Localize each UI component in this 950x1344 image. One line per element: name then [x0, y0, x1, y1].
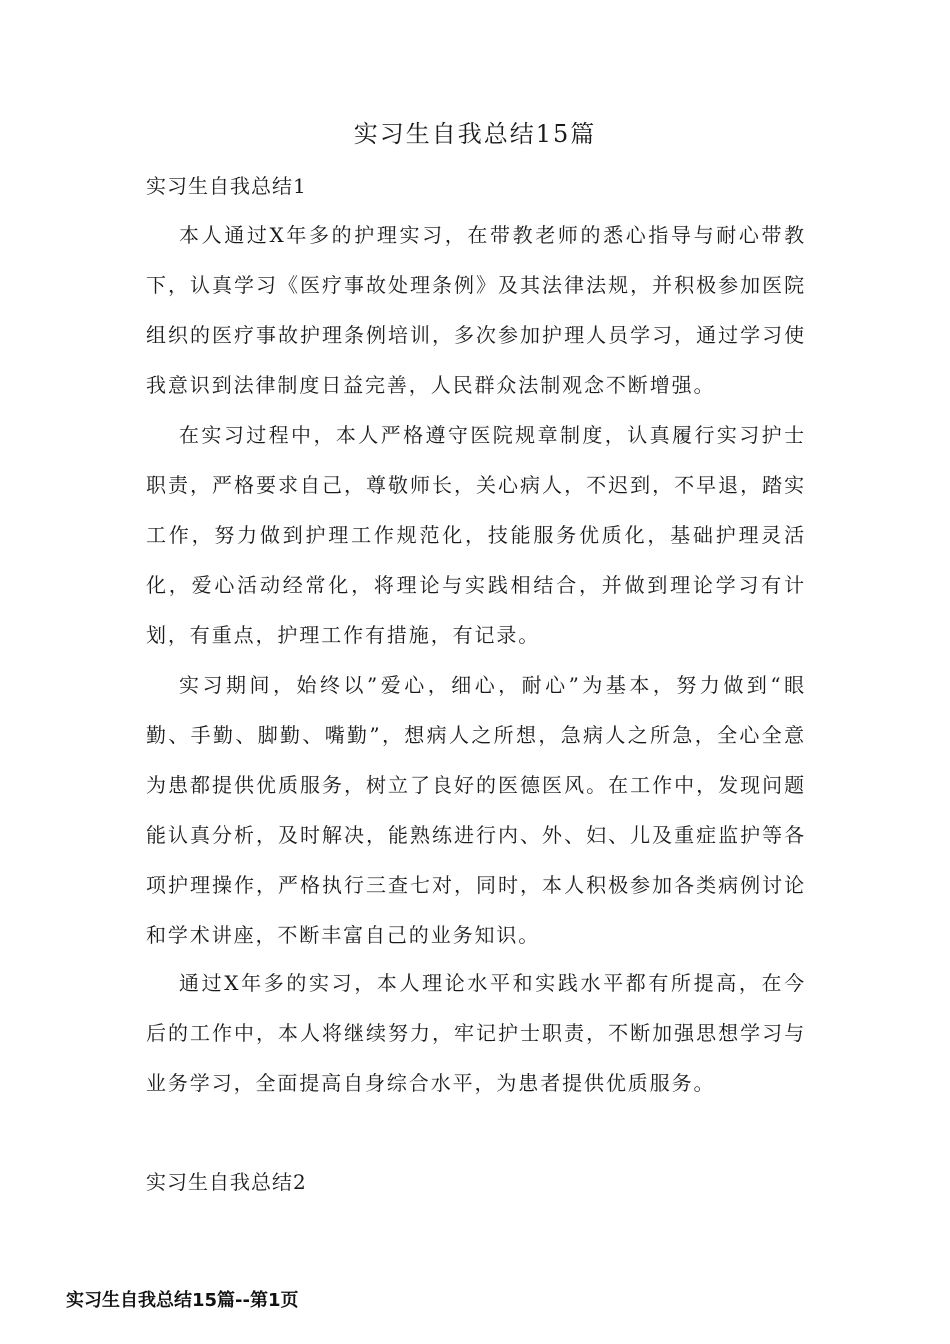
section-heading-2: 实习生自我总结2 — [146, 1170, 307, 1194]
page-footer: 实习生自我总结15篇--第1页 — [66, 1290, 299, 1311]
document-title: 实习生自我总结15篇 — [353, 120, 597, 148]
paragraph-1-3: 实习期间，始终以”爱心，细心，耐心”为基本，努力做到“眼勤、手勤、脚勤、嘴勤”，想病人之所想，急病人之所急，全心全意为患都提供优质服务，树立了良好的医德医风。在工作中，发现问题能认真分析，及时解决，能熟练进行内、外、妇、儿及重症监护等各项护理操作，严格执行三查七对，同时，本人积极参加各类病例讨论和学术讲座，不断丰富自己的业务知识。 — [146, 673, 806, 947]
paragraph-1-2: 在实习过程中，本人严格遵守医院规章制度，认真履行实习护士职责，严格要求自己，尊敬师长，关心病人，不迟到，不早退，踏实工作，努力做到护理工作规范化，技能服务优质化，基础护理灵活化，爱心活动经常化，将理论与实践相结合，并做到理论学习有计划，有重点，护理工作有措施，有记录。 — [146, 423, 806, 647]
section-heading-1: 实习生自我总结1 — [146, 174, 307, 198]
paragraph-1-1: 本人通过X年多的护理实习，在带教老师的悉心指导与耐心带教下，认真学习《医疗事故处理条例》及其法律法规，并积极参加医院组织的医疗事故护理条例培训，多次参加护理人员学习，通过学习使我意识到法律制度日益完善，人民群众法制观念不断增强。 — [146, 223, 806, 397]
paragraph-1-4: 通过X年多的实习，本人理论水平和实践水平都有所提高，在今后的工作中，本人将继续努力，牢记护士职责，不断加强思想学习与业务学习，全面提高自身综合水平，为患者提供优质服务。 — [146, 971, 806, 1095]
